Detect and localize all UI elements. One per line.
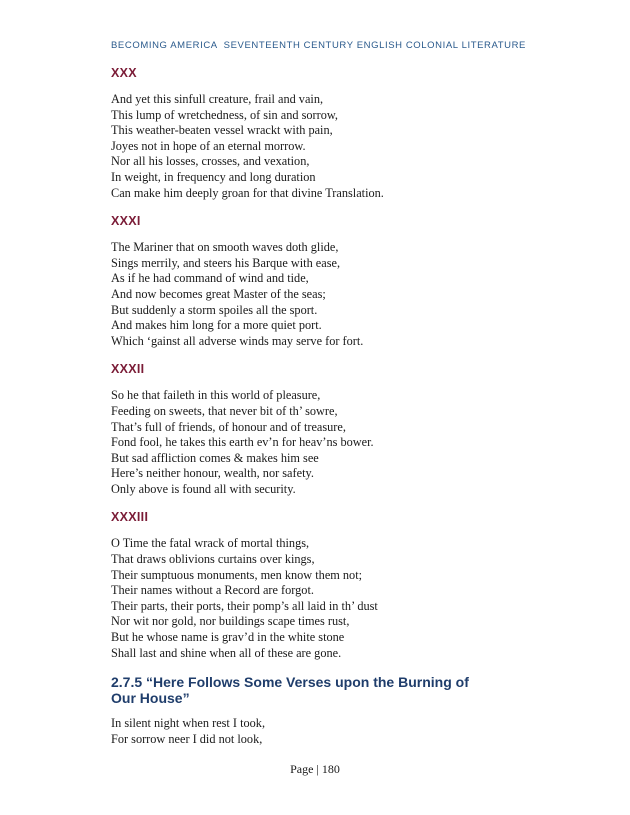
verse-line: This lump of wretchedness, of sin and sorrow,	[111, 107, 338, 122]
verse-line: Can make him deeply groan for that divine Translation.	[111, 185, 384, 200]
verse-line: Their parts, their ports, their pomp’s all laid in th’ dust	[111, 598, 378, 613]
stanza-xxxi	[111, 214, 531, 349]
verse-line: Which ‘gainst all adverse winds may serve for fort.	[111, 333, 364, 348]
verse-line: That draws oblivions curtains over kings,	[111, 552, 315, 567]
verse-line: As if he had command of wind and tide,	[111, 271, 309, 286]
stanza-lines	[111, 92, 531, 201]
verse-line: Sings merrily, and steers his Barque with ease,	[111, 255, 341, 270]
verse-line: And now becomes great Master of the seas;	[111, 286, 326, 301]
verse-line: Shall last and shine when all of these are gone.	[111, 645, 342, 660]
verse-line: Nor all his losses, crosses, and vexation,	[111, 154, 310, 169]
verse-line: For sorrow neer I did not look,	[111, 731, 263, 746]
verse-line: In silent night when rest I took,	[111, 716, 266, 731]
verse-line: Nor wit nor gold, nor buildings scape times rust,	[111, 614, 350, 629]
running-header	[111, 40, 526, 51]
verse-line: Feeding on sweets, that never bit of th’ sowre,	[111, 403, 338, 418]
header-chapter-title: SEVENTEENTH CENTURY ENGLISH COLONIAL LITERATURE	[223, 40, 526, 51]
stanza-heading: XXXII	[111, 362, 145, 377]
verse-line: Their sumptuous monuments, men know them not;	[111, 567, 363, 582]
verse-line: That’s full of friends, of honour and of treasure,	[111, 419, 346, 434]
verse-line: So he that faileth in this world of pleasure,	[111, 388, 321, 403]
section-2-7-5	[111, 674, 531, 747]
stanza-xxxii	[111, 362, 531, 497]
verse-line: In weight, in frequency and long duration	[111, 169, 316, 184]
verse-line: But sad affliction comes & makes him see	[111, 450, 319, 465]
stanza-lines	[111, 240, 531, 349]
stanza-heading: XXXIII	[111, 510, 149, 525]
section-heading	[111, 674, 531, 706]
stanza-lines	[111, 716, 531, 747]
verse-line: And yet this sinfull creature, frail and vain,	[111, 92, 324, 106]
section-heading-line: 2.7.5 “Here Follows Some Verses upon the Burning of	[111, 674, 469, 691]
stanza-heading: XXX	[111, 66, 137, 80]
stanza-lines	[111, 536, 531, 661]
section-heading-line: Our House”	[111, 690, 190, 707]
stanza-lines	[111, 388, 531, 497]
verse-line: And makes him long for a more quiet port.	[111, 318, 322, 333]
page-content	[111, 66, 531, 760]
stanza-heading: XXXI	[111, 214, 141, 229]
verse-line: Joyes not in hope of an eternal morrow.	[111, 138, 306, 153]
verse-line: Their names without a Record are forgot.	[111, 583, 314, 598]
verse-line: But he whose name is grav’d in the white stone	[111, 630, 345, 645]
verse-line: This weather-beaten vessel wrackt with pain,	[111, 123, 333, 138]
header-book-title: BECOMING AMERICA	[111, 40, 218, 51]
verse-line: Fond fool, he takes this earth ev’n for heav’ns bower.	[111, 435, 374, 450]
stanza-xxxiii	[111, 510, 531, 661]
verse-line: O Time the fatal wrack of mortal things,	[111, 536, 310, 551]
verse-line: But suddenly a storm spoiles all the sport.	[111, 302, 318, 317]
verse-line: Only above is found all with security.	[111, 481, 296, 496]
verse-line: The Mariner that on smooth waves doth glide,	[111, 240, 339, 255]
stanza-xxx	[111, 66, 531, 201]
page-number: Page | 180	[290, 762, 340, 776]
verse-line: Here’s neither honour, wealth, nor safety.	[111, 466, 314, 481]
